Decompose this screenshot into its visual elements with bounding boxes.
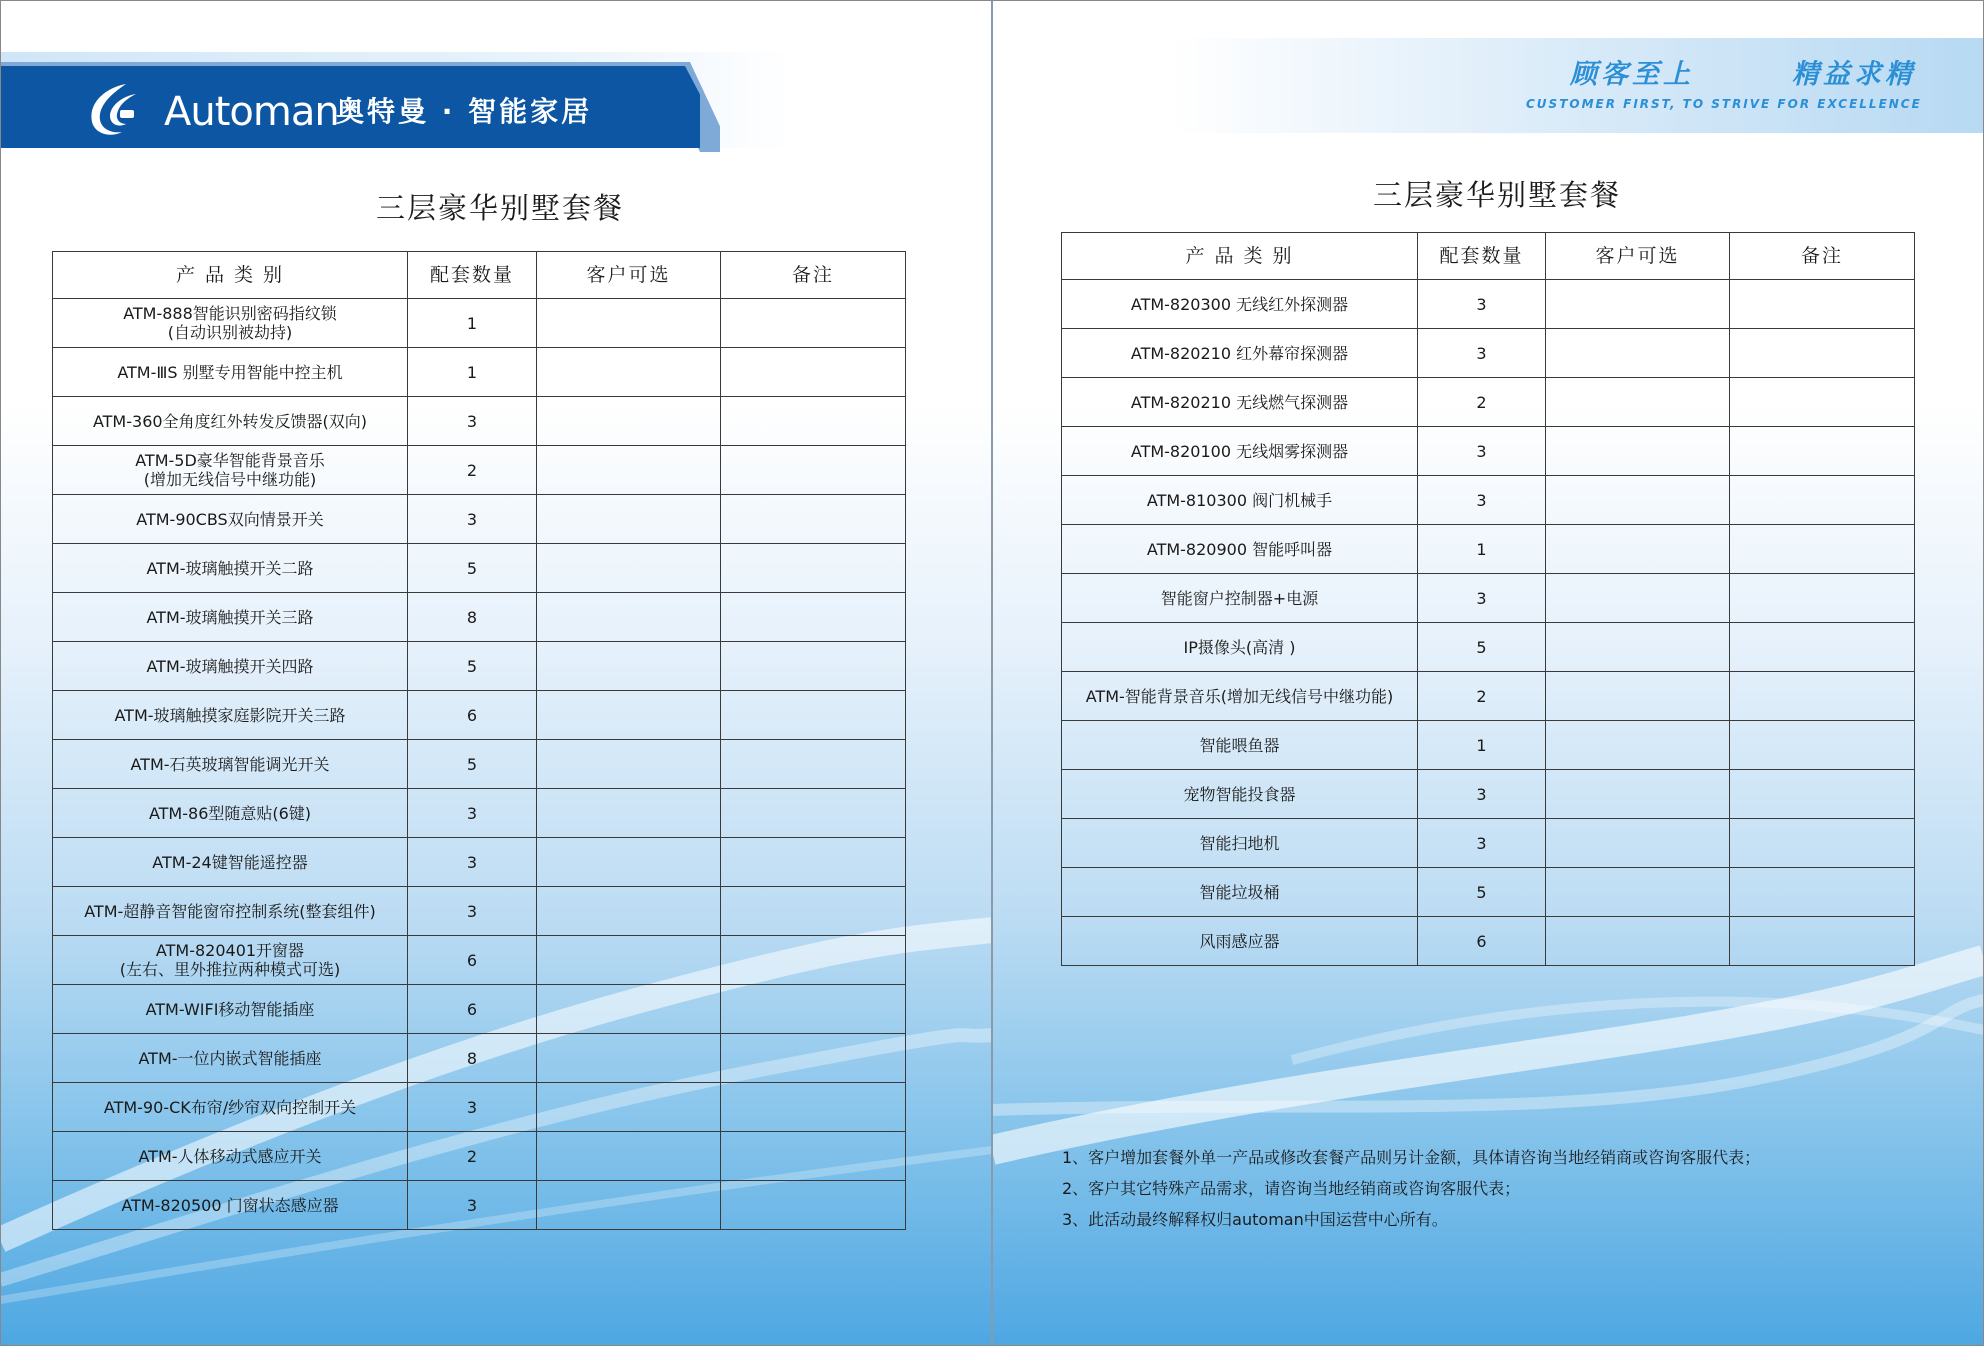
right-page-title: 三层豪华别墅套餐 [1372,178,1621,212]
remarks-cell [721,446,906,495]
product-cell: 宠物智能投食器 [1062,770,1418,819]
note-2: 2、客户其它特殊产品需求，请咨询当地经销商或咨询客服代表； [1062,1179,1521,1198]
table-row [53,348,906,397]
table-row [53,1083,906,1132]
optional-cell [1546,917,1730,966]
table-header-row [1062,233,1915,280]
remarks-cell [721,397,906,446]
optional-cell [537,1132,721,1181]
optional-cell [1546,574,1730,623]
table-row [1062,868,1915,917]
right-package-table [1061,232,1915,966]
product-cell: ATM-石英玻璃智能调光开关 [53,740,408,789]
product-cell: ATM-人体移动式感应开关 [53,1132,408,1181]
table-row [53,593,906,642]
table-row [1062,525,1915,574]
note-1: 1、客户增加套餐外单一产品或修改套餐产品则另计金额，具体请咨询当地经销商或咨询客服代表； [1062,1148,1761,1167]
product-cell: ATM-820401开窗器 (左右、里外推拉两种模式可选) [53,936,408,985]
table-row [53,1034,906,1083]
header-remarks: 备注 [1730,233,1915,280]
product-cell: ATM-5D豪华智能背景音乐 (增加无线信号中继功能) [53,446,408,495]
remarks-cell [1730,672,1915,721]
optional-cell [1546,770,1730,819]
optional-cell [1546,329,1730,378]
header-remarks: 备注 [721,252,906,299]
remarks-cell [721,544,906,593]
optional-cell [537,642,721,691]
table-row [1062,574,1915,623]
remarks-cell [1730,574,1915,623]
product-cell: ATM-玻璃触摸开关三路 [53,593,408,642]
qty-cell: 8 [408,593,537,642]
remarks-cell [1730,280,1915,329]
product-cell: ATM-360全角度红外转发反馈器(双向) [53,397,408,446]
remarks-cell [1730,721,1915,770]
slogan-left: 顾客至上 [1570,59,1694,90]
qty-cell: 3 [1418,574,1546,623]
table-row [1062,770,1915,819]
optional-cell [1546,525,1730,574]
qty-cell: 2 [408,1132,537,1181]
optional-cell [537,397,721,446]
remarks-cell [1730,427,1915,476]
qty-cell: 3 [408,495,537,544]
qty-cell: 6 [408,691,537,740]
remarks-cell [721,838,906,887]
qty-cell: 3 [1418,770,1546,819]
remarks-cell [1730,476,1915,525]
table-row [53,691,906,740]
optional-cell [537,691,721,740]
table-row [1062,917,1915,966]
brand-name-cn: 奥特曼 · 智能家居 [336,95,593,128]
qty-cell: 5 [1418,868,1546,917]
qty-cell: 1 [408,299,537,348]
qty-cell: 2 [408,446,537,495]
product-cell: ATM-820100 无线烟雾探测器 [1062,427,1418,476]
remarks-cell [1730,868,1915,917]
product-cell: ATM-ⅢS 别墅专用智能中控主机 [53,348,408,397]
table-row [53,985,906,1034]
optional-cell [1546,476,1730,525]
optional-cell [1546,721,1730,770]
qty-cell: 3 [1418,476,1546,525]
header-product: 产 品 类 别 [1062,233,1418,280]
optional-cell [537,887,721,936]
optional-cell [537,446,721,495]
qty-cell: 6 [408,985,537,1034]
table-row [1062,427,1915,476]
table-row [1062,672,1915,721]
table-row [53,789,906,838]
qty-cell: 8 [408,1034,537,1083]
header-qty: 配套数量 [1418,233,1546,280]
table-header-row [53,252,906,299]
optional-cell [1546,672,1730,721]
remarks-cell [721,642,906,691]
remarks-cell [1730,770,1915,819]
product-cell: ATM-一位内嵌式智能插座 [53,1034,408,1083]
remarks-cell [721,593,906,642]
product-cell: ATM-24键智能遥控器 [53,838,408,887]
product-cell: ATM-820300 无线红外探测器 [1062,280,1418,329]
product-cell: 智能垃圾桶 [1062,868,1418,917]
product-cell: 智能窗户控制器+电源 [1062,574,1418,623]
optional-cell [537,348,721,397]
product-cell: ATM-智能背景音乐(增加无线信号中继功能) [1062,672,1418,721]
product-cell: 风雨感应器 [1062,917,1418,966]
product-cell: ATM-810300 阀门机械手 [1062,476,1418,525]
page-spine [991,0,993,1346]
header-optional: 客户可选 [1546,233,1730,280]
qty-cell: 1 [408,348,537,397]
qty-cell: 3 [408,789,537,838]
table-row [1062,476,1915,525]
slogan-right: 精益求精 [1792,59,1916,90]
qty-cell: 3 [408,397,537,446]
qty-cell: 3 [408,887,537,936]
product-cell: ATM-90CBS双向情景开关 [53,495,408,544]
right-page [992,0,1984,1346]
product-cell: 智能扫地机 [1062,819,1418,868]
qty-cell: 3 [1418,427,1546,476]
remarks-cell [721,299,906,348]
qty-cell: 5 [1418,623,1546,672]
remarks-cell [721,1132,906,1181]
product-cell: ATM-WIFI移动智能插座 [53,985,408,1034]
remarks-cell [1730,623,1915,672]
table-row [1062,329,1915,378]
qty-cell: 5 [408,544,537,593]
header-optional: 客户可选 [537,252,721,299]
optional-cell [537,544,721,593]
qty-cell: 6 [408,936,537,985]
table-row [53,299,906,348]
optional-cell [537,299,721,348]
remarks-cell [1730,819,1915,868]
remarks-cell [1730,917,1915,966]
product-cell: ATM-820210 无线燃气探测器 [1062,378,1418,427]
table-row [53,740,906,789]
product-cell: ATM-820210 红外幕帘探测器 [1062,329,1418,378]
optional-cell [537,936,721,985]
optional-cell [537,740,721,789]
table-row [53,887,906,936]
table-row [1062,721,1915,770]
qty-cell: 3 [1418,819,1546,868]
remarks-cell [721,740,906,789]
table-row [53,446,906,495]
left-package-table [52,251,906,1230]
qty-cell: 2 [1418,378,1546,427]
product-cell: ATM-玻璃触摸家庭影院开关三路 [53,691,408,740]
left-page-title: 三层豪华别墅套餐 [375,191,624,225]
brand-name-en: Automan [164,89,339,135]
remarks-cell [721,495,906,544]
qty-cell: 5 [408,740,537,789]
remarks-cell [721,348,906,397]
optional-cell [1546,868,1730,917]
table-row [1062,280,1915,329]
qty-cell: 1 [1418,721,1546,770]
remarks-cell [721,985,906,1034]
product-cell: ATM-86型随意贴(6键) [53,789,408,838]
optional-cell [537,593,721,642]
optional-cell [537,789,721,838]
header-qty: 配套数量 [408,252,537,299]
optional-cell [537,1034,721,1083]
table-row [53,1181,906,1230]
table-row [1062,623,1915,672]
product-cell: ATM-玻璃触摸开关四路 [53,642,408,691]
table-row [53,397,906,446]
qty-cell: 1 [1418,525,1546,574]
automan-logo-icon [86,80,142,138]
qty-cell: 3 [408,838,537,887]
table-row [53,838,906,887]
product-cell: IP摄像头(高清 ) [1062,623,1418,672]
product-cell: ATM-玻璃触摸开关二路 [53,544,408,593]
remarks-cell [721,789,906,838]
optional-cell [1546,819,1730,868]
remarks-cell [721,691,906,740]
table-row [53,544,906,593]
notes [1062,1142,1760,1235]
qty-cell: 3 [1418,329,1546,378]
optional-cell [537,1181,721,1230]
remarks-cell [1730,378,1915,427]
product-cell: ATM-820900 智能呼叫器 [1062,525,1418,574]
remarks-cell [721,1181,906,1230]
table-row [53,1132,906,1181]
qty-cell: 2 [1418,672,1546,721]
product-cell: 智能喂鱼器 [1062,721,1418,770]
optional-cell [537,495,721,544]
remarks-cell [721,887,906,936]
table-row [1062,819,1915,868]
optional-cell [1546,280,1730,329]
product-cell: ATM-超静音智能窗帘控制系统(整套组件) [53,887,408,936]
product-cell: ATM-820500 门窗状态感应器 [53,1181,408,1230]
table-row [1062,378,1915,427]
product-cell: ATM-888智能识别密码指纹锁 (自动识别被劫持) [53,299,408,348]
qty-cell: 5 [408,642,537,691]
remarks-cell [1730,329,1915,378]
remarks-cell [721,936,906,985]
qty-cell: 3 [408,1083,537,1132]
table-row [53,642,906,691]
table-row [53,495,906,544]
slogan-en: CUSTOMER FIRST, TO STRIVE FOR EXCELLENCE [1526,97,1922,111]
remarks-cell [1730,525,1915,574]
optional-cell [1546,378,1730,427]
remarks-cell [721,1083,906,1132]
optional-cell [1546,427,1730,476]
header-product: 产 品 类 别 [53,252,408,299]
optional-cell [1546,623,1730,672]
optional-cell [537,838,721,887]
product-cell: ATM-90-CK布帘/纱帘双向控制开关 [53,1083,408,1132]
table-row [53,936,906,985]
optional-cell [537,985,721,1034]
remarks-cell [721,1034,906,1083]
qty-cell: 6 [1418,917,1546,966]
qty-cell: 3 [408,1181,537,1230]
note-3: 3、此活动最终解释权归automan中国运营中心所有。 [1062,1210,1448,1229]
qty-cell: 3 [1418,280,1546,329]
optional-cell [537,1083,721,1132]
